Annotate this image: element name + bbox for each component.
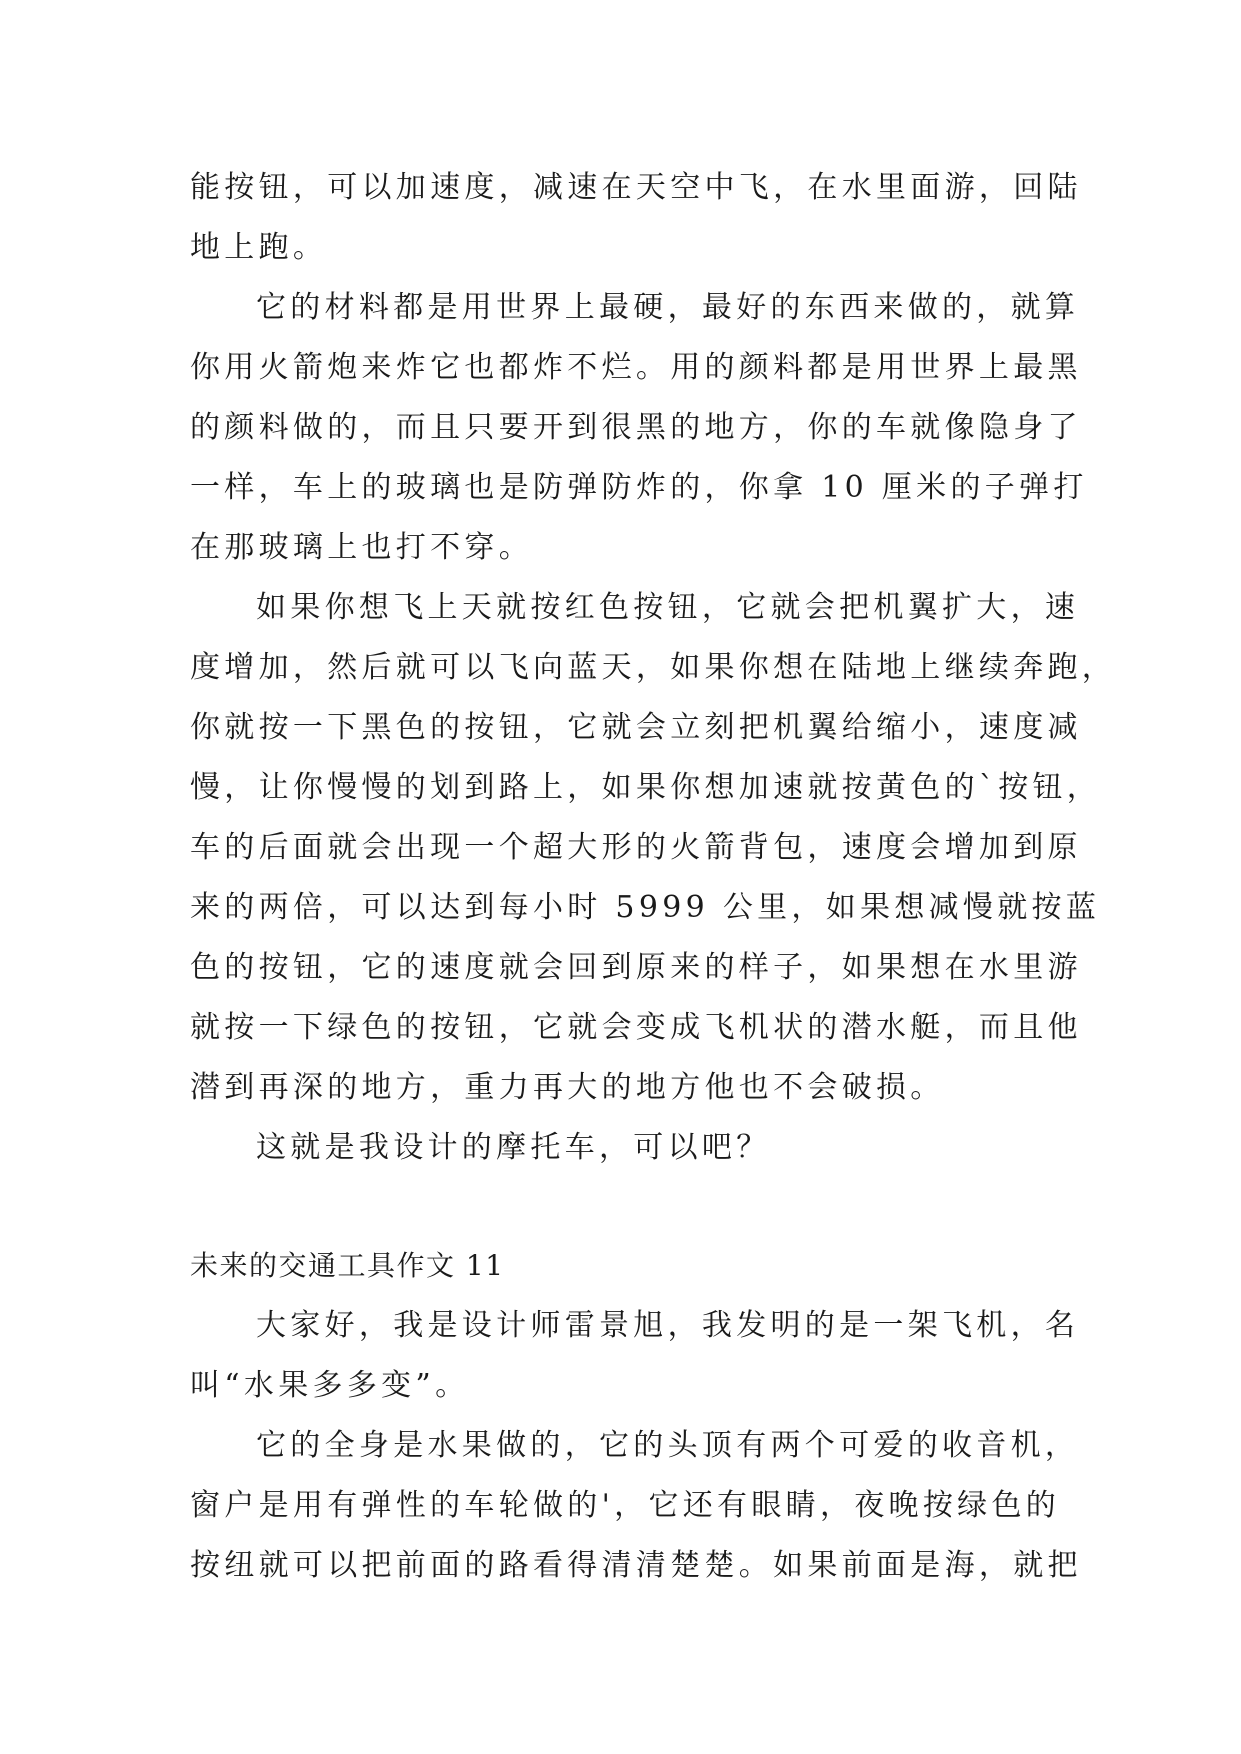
paragraph-line: 地上跑。 (190, 230, 328, 265)
paragraph-line: 能按钮，可以加速度，减速在天空中飞，在水里面游，回陆 (190, 170, 1082, 205)
paragraph-line: 车的后面就会出现一个超大形的火箭背包，速度会增加到原 (190, 830, 1082, 865)
paragraph-line: 来的两倍，可以达到每小时 5999 公里，如果想减慢就按蓝 (190, 890, 1101, 925)
paragraph-line: 的颜料做的，而且只要开到很黑的地方，你的车就像隐身了 (190, 410, 1082, 445)
paragraph-line: 按纽就可以把前面的路看得清清楚楚。如果前面是海，就把 (190, 1548, 1082, 1583)
paragraph-line: 如果你想飞上天就按红色按钮，它就会把机翼扩大，速 (256, 590, 1080, 625)
paragraph-line: 就按一下绿色的按钮，它就会变成飞机状的潜水艇，而且他 (190, 1010, 1082, 1045)
paragraph-line: 潜到再深的地方，重力再大的地方他也不会破损。 (190, 1070, 945, 1105)
paragraph-line: 度增加，然后就可以飞向蓝天，如果你想在陆地上继续奔跑， (190, 650, 1117, 685)
paragraph-line: 它的材料都是用世界上最硬，最好的东西来做的，就算 (256, 290, 1080, 325)
paragraph-line: 窗户是用有弹性的车轮做的'，它还有眼睛，夜晚按绿色的 (190, 1488, 1061, 1523)
paragraph-line: 这就是我设计的摩托车，可以吧？ (256, 1130, 771, 1165)
paragraph-line: 它的全身是水果做的，它的头顶有两个可爱的收音机， (256, 1428, 1080, 1463)
section-title: 未来的交通工具作文 11 (190, 1249, 505, 1282)
paragraph-line: 大家好，我是设计师雷景旭，我发明的是一架飞机，名 (256, 1308, 1080, 1343)
paragraph-line: 叫“水果多多变”。 (190, 1368, 470, 1403)
paragraph-line: 你就按一下黑色的按钮，它就会立刻把机翼给缩小，速度减 (190, 710, 1082, 745)
paragraph-line: 你用火箭炮来炸它也都炸不烂。用的颜料都是用世界上最黑 (190, 350, 1082, 385)
document-body (190, 158, 1117, 1596)
paragraph-line: 色的按钮，它的速度就会回到原来的样子，如果想在水里游 (190, 950, 1082, 985)
paragraph-line: 在那玻璃上也打不穿。 (190, 530, 533, 565)
section-spacer (190, 1178, 1050, 1236)
paragraph-line: 一样，车上的玻璃也是防弹防炸的，你拿 10 厘米的子弹打 (190, 470, 1088, 505)
paragraph-line: 慢，让你慢慢的划到路上，如果你想加速就按黄色的`按钮， (190, 770, 1102, 805)
